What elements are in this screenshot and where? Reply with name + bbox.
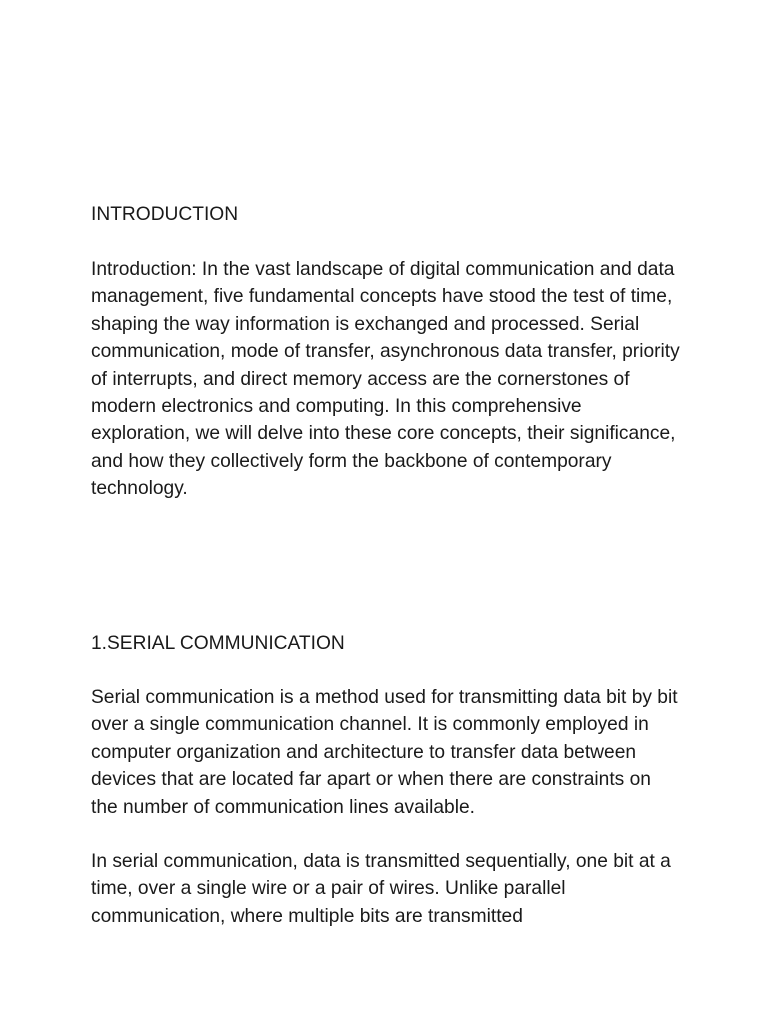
introduction-paragraph: Introduction: In the vast landscape of digital communication and data management, five fundamental concepts have stood the test of time, shaping the way information is exchanged and processed. Serial communication, mode of transfer, asynchronous data transfer, priority of interrupts, and direct memory access are the cornerstones of modern electronics and computing. In this comprehensive exploration, we will delve into these core concepts, their significance, and how they collectively form the backbone of contemporary technology. — [91, 259, 680, 500]
section-heading-serial-communication: 1.SERIAL COMMUNICATION — [91, 633, 345, 654]
serial-communication-paragraph: In serial communication, data is transmitted sequentially, one bit at a time, over a single wire or a pair of wires. Unlike parallel communication, where multiple bits are transmitted — [91, 851, 671, 927]
section-heading-introduction: INTRODUCTION — [91, 204, 239, 225]
serial-communication-paragraph: Serial communication is a method used for transmitting data bit by bit over a single communication channel. It is commonly employed in computer organization and architecture to transfer data between devices that are located far apart or when there are constraints on the number of communication lines available. — [91, 687, 678, 818]
